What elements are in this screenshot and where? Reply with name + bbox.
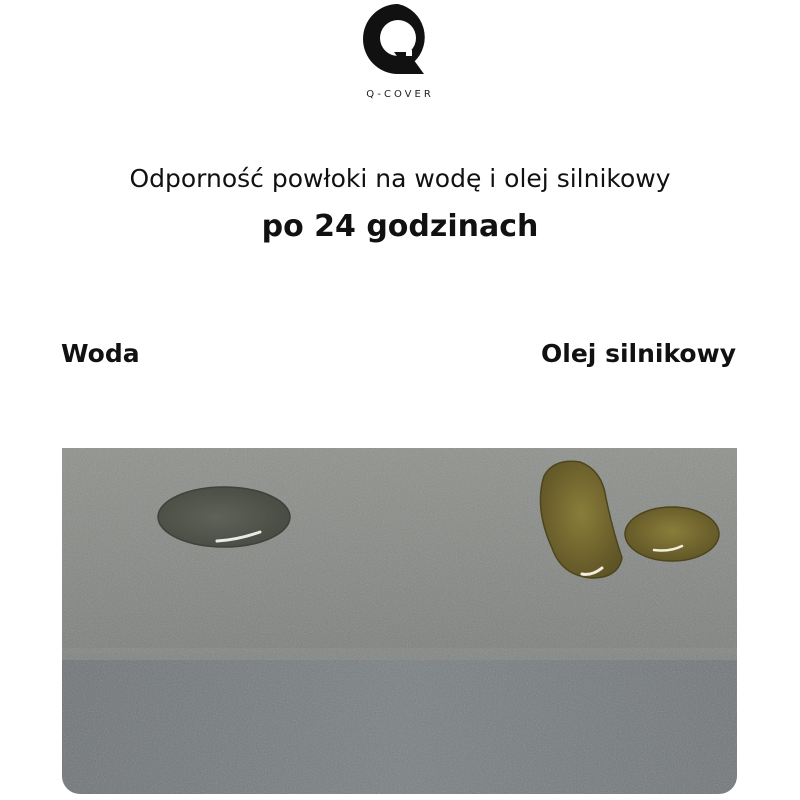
water-label: Woda: [61, 339, 140, 368]
concrete-photo: [62, 448, 737, 794]
page-subtitle: po 24 godzinach: [261, 209, 539, 244]
q-cover-logo-icon: [358, 0, 438, 80]
brand-name: Q-COVER: [366, 89, 434, 100]
oil-label: Olej silnikowy: [541, 339, 736, 368]
page-title: Odporność powłoki na wodę i olej silnikowy: [129, 164, 671, 193]
